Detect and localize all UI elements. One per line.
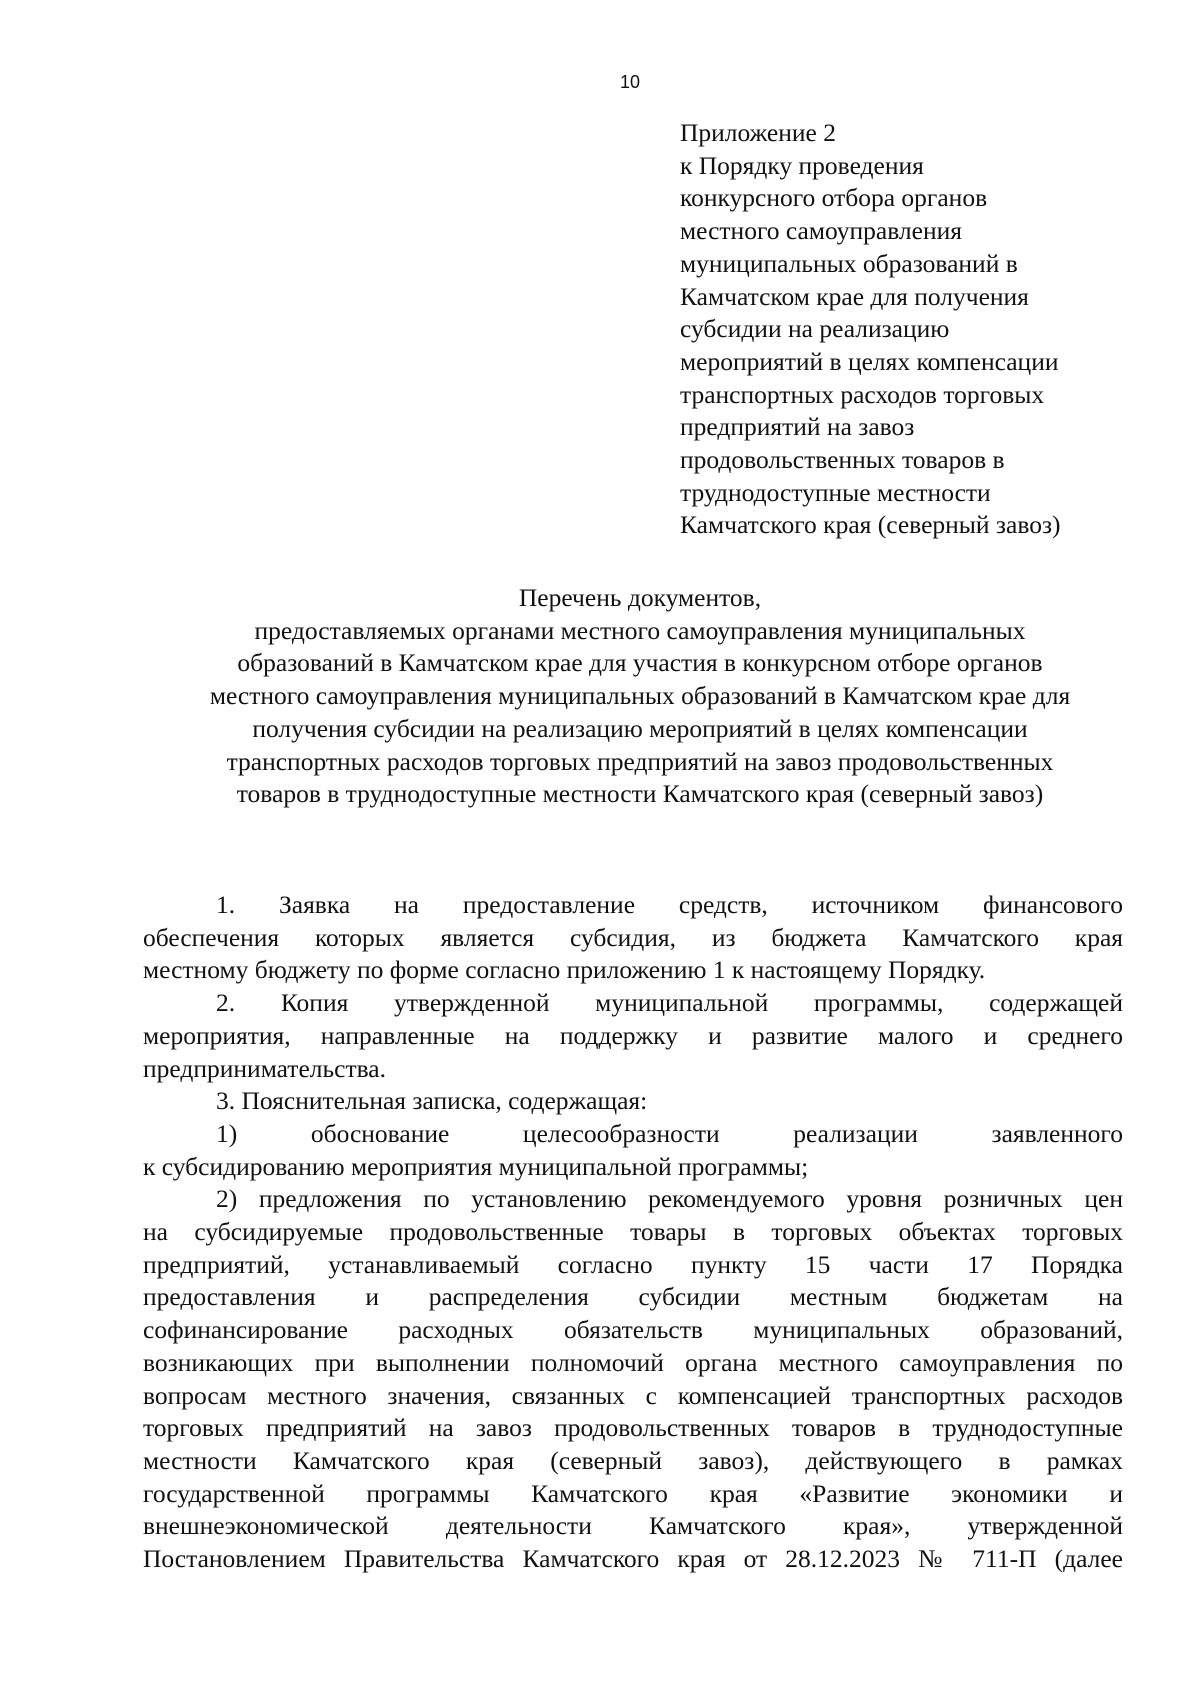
title-line: местного самоуправления муниципальных образований в Камчатском крае для xyxy=(209,681,1071,711)
appendix-line: труднодоступные местности xyxy=(680,477,991,507)
appendix-line: конкурсного отбора органов xyxy=(680,183,988,213)
body-line: вопросам местного значения, связанных с компенсацией транспортных расходов xyxy=(143,1380,1123,1410)
body-line: к субсидированию мероприятия муниципальной программы; xyxy=(143,1151,809,1181)
appendix-line: мероприятий в целях компенсации xyxy=(680,346,1059,376)
appendix-line: к Порядку проведения xyxy=(680,150,924,180)
appendix-line: Приложение 2 xyxy=(680,118,836,147)
body-line: местности Камчатского края (северный завоз), действующего в рамках xyxy=(143,1445,1123,1475)
appendix-line: предприятий на завоз xyxy=(680,412,915,442)
appendix-line: местного самоуправления xyxy=(680,216,962,246)
paragraph-subitem-2 xyxy=(143,1183,1123,1575)
document-title xyxy=(140,582,1140,811)
body-line: предпринимательства. xyxy=(143,1053,386,1083)
paragraph-item-1 xyxy=(143,889,1123,987)
body-line: мероприятия, направленные на поддержку и развитие малого и среднего xyxy=(143,1020,1123,1050)
page-number: 10 xyxy=(619,72,641,92)
body-line: софинансирование расходных обязательств муниципальных образований, xyxy=(143,1315,1123,1345)
paragraph-subitem-1 xyxy=(143,1118,1123,1183)
body-line: 3. Пояснительная записка, содержащая: xyxy=(216,1086,648,1116)
appendix-header xyxy=(680,117,1160,542)
title-line: получения субсидии на реализацию мероприятий в целях компенсации xyxy=(252,713,1028,743)
body-line: 1) обоснование целесообразности реализации заявленного xyxy=(216,1118,1123,1148)
title-line: предоставляемых органами местного самоуправления муниципальных xyxy=(254,615,1026,645)
paragraph-item-2 xyxy=(143,987,1123,1085)
body-line: внешнеэкономической деятельности Камчатского края», утвержденной xyxy=(143,1511,1123,1541)
body-line: 1. Заявка на предоставление средств, источником финансового xyxy=(216,890,1123,919)
title-line: образований в Камчатском крае для участия в конкурсном отборе органов xyxy=(237,648,1043,678)
body-line: возникающих при выполнении полномочий органа местного самоуправления по xyxy=(143,1347,1123,1377)
appendix-line: Камчатского края (северный завоз) xyxy=(680,510,1061,540)
paragraph-item-3 xyxy=(143,1085,1123,1118)
body-line: предприятий, устанавливаемый согласно пункту 15 части 17 Порядка xyxy=(143,1249,1123,1279)
appendix-line: транспортных расходов торговых xyxy=(680,379,1045,409)
body-line: 2) предложения по установлению рекомендуемого уровня розничных цен xyxy=(216,1184,1123,1214)
body-line: Постановлением Правительства Камчатского края от 28.12.2023 № 711-П (далее xyxy=(143,1544,1123,1574)
body-line: государственной программы Камчатского края «Развитие экономики и xyxy=(143,1478,1123,1508)
body-line: предоставления и распределения субсидии местным бюджетам на xyxy=(143,1282,1123,1312)
body-line: на субсидируемые продовольственные товары в торговых объектах торговых xyxy=(143,1217,1123,1247)
appendix-line: муниципальных образований в xyxy=(680,248,1018,278)
body-line: обеспечения которых является субсидия, из бюджета Камчатского края xyxy=(143,922,1123,952)
appendix-line: продовольственных товаров в xyxy=(680,445,1005,475)
body-line: торговых предприятий на завоз продовольственных товаров в труднодоступные xyxy=(143,1413,1123,1443)
appendix-line: Камчатском крае для получения xyxy=(680,281,1029,311)
title-line: Перечень документов, xyxy=(518,583,762,612)
title-line: транспортных расходов торговых предприятий на завоз продовольственных xyxy=(226,746,1054,776)
body-line: местному бюджету по форме согласно приложению 1 к настоящему Порядку. xyxy=(143,955,986,985)
document-body xyxy=(143,889,1123,1576)
body-line: 2. Копия утвержденной муниципальной программы, содержащей xyxy=(216,988,1123,1018)
appendix-line: субсидии на реализацию xyxy=(680,314,950,344)
title-line: товаров в труднодоступные местности Камчатского края (северный завоз) xyxy=(236,779,1044,809)
